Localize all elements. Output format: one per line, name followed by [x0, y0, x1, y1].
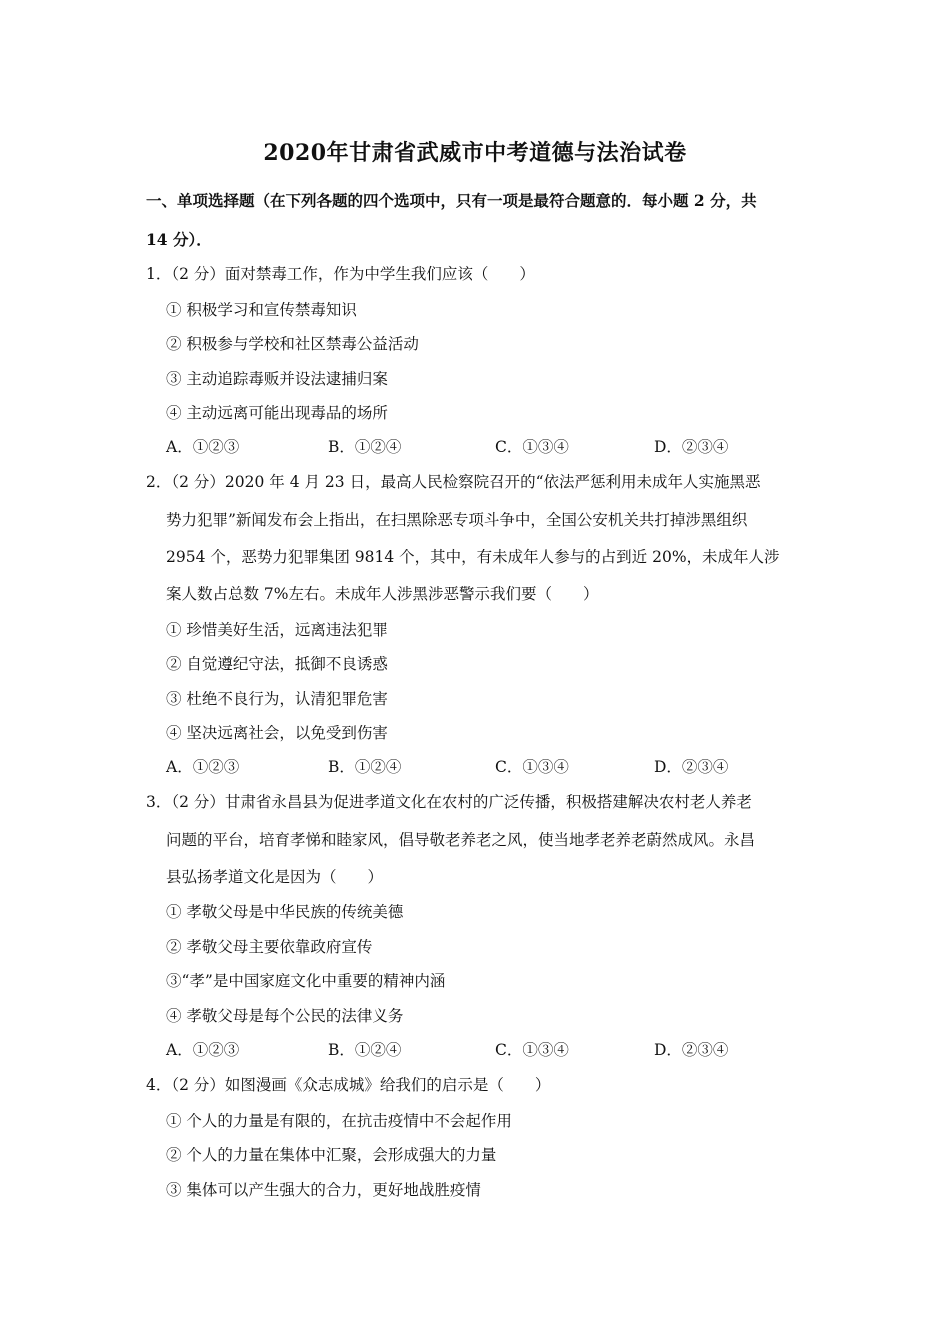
- option-b: B．①②④: [328, 438, 402, 456]
- option-c: C．①③④: [495, 438, 569, 456]
- question-stem-line: 势力犯罪”新闻发布会上指出，在扫黑除恶专项斗争中，全国公安机关共打掉涉黑组织: [166, 511, 748, 529]
- option-a: A．①②③: [166, 438, 240, 456]
- section-heading-line-1: 一、单项选择题（在下列各题的四个选项中，只有一项是最符合题意的．每小题 2 分，共: [146, 191, 757, 210]
- question-item: ③ 集体可以产生强大的合力，更好地战胜疫情: [166, 1181, 481, 1199]
- question-item: ② 积极参与学校和社区禁毒公益活动: [166, 335, 419, 353]
- question-item: ① 个人的力量是有限的，在抗击疫情中不会起作用: [166, 1112, 512, 1130]
- section-heading-line-2: 14 分）．: [146, 230, 212, 249]
- question-stem-line: 1．（2 分）面对禁毒工作，作为中学生我们应该（ ）: [146, 265, 535, 283]
- question-stem-line: 县弘扬孝道文化是因为（ ）: [166, 868, 384, 886]
- question-stem-line: 3．（2 分）甘肃省永昌县为促进孝道文化在农村的广泛传播，积极搭建解决农村老人养老: [146, 793, 752, 811]
- option-b: B．①②④: [328, 758, 402, 776]
- question-stem-line: 4．（2 分）如图漫画《众志成城》给我们的启示是（ ）: [146, 1076, 551, 1094]
- question-item: ① 珍惜美好生活，远离违法犯罪: [166, 621, 388, 639]
- option-c: C．①③④: [495, 758, 569, 776]
- question-item: ② 个人的力量在集体中汇聚，会形成强大的力量: [166, 1146, 497, 1164]
- option-a: A．①②③: [166, 758, 240, 776]
- option-d: D．②③④: [654, 438, 729, 456]
- question-item: ① 孝敬父母是中华民族的传统美德: [166, 903, 404, 921]
- question-item: ④ 主动远离可能出现毒品的场所: [166, 404, 388, 422]
- option-d: D．②③④: [654, 758, 729, 776]
- question-item: ③ 杜绝不良行为，认清犯罪危害: [166, 690, 388, 708]
- option-b: B．①②④: [328, 1041, 402, 1059]
- option-d: D．②③④: [654, 1041, 729, 1059]
- question-item: ③“孝”是中国家庭文化中重要的精神内涵: [166, 972, 446, 990]
- question-item: ③ 主动追踪毒贩并设法逮捕归案: [166, 370, 388, 388]
- option-a: A．①②③: [166, 1041, 240, 1059]
- question-item: ② 自觉遵纪守法，抵御不良诱惑: [166, 655, 388, 673]
- question-stem-line: 问题的平台，培育孝悌和睦家风，倡导敬老养老之风，使当地孝老养老蔚然成风。永昌: [166, 831, 756, 849]
- question-item: ② 孝敬父母主要依靠政府宣传: [166, 938, 373, 956]
- question-item: ① 积极学习和宣传禁毒知识: [166, 301, 357, 319]
- option-c: C．①③④: [495, 1041, 569, 1059]
- question-item: ④ 坚决远离社会，以免受到伤害: [166, 724, 388, 742]
- question-stem-line: 2954 个，恶势力犯罪集团 9814 个，其中，有未成年人参与的占到近 20%，未成年人涉: [166, 548, 780, 566]
- page-title: 2020年甘肃省武威市中考道德与法治试卷: [263, 140, 687, 166]
- question-item: ④ 孝敬父母是每个公民的法律义务: [166, 1007, 404, 1025]
- question-stem-line: 案人数占总数 7%左右。未成年人涉黑涉恶警示我们要（ ）: [166, 585, 599, 603]
- question-stem-line: 2．（2 分）2020 年 4 月 23 日，最高人民检察院召开的“依法严惩利用未成年人实施黑恶: [146, 473, 761, 491]
